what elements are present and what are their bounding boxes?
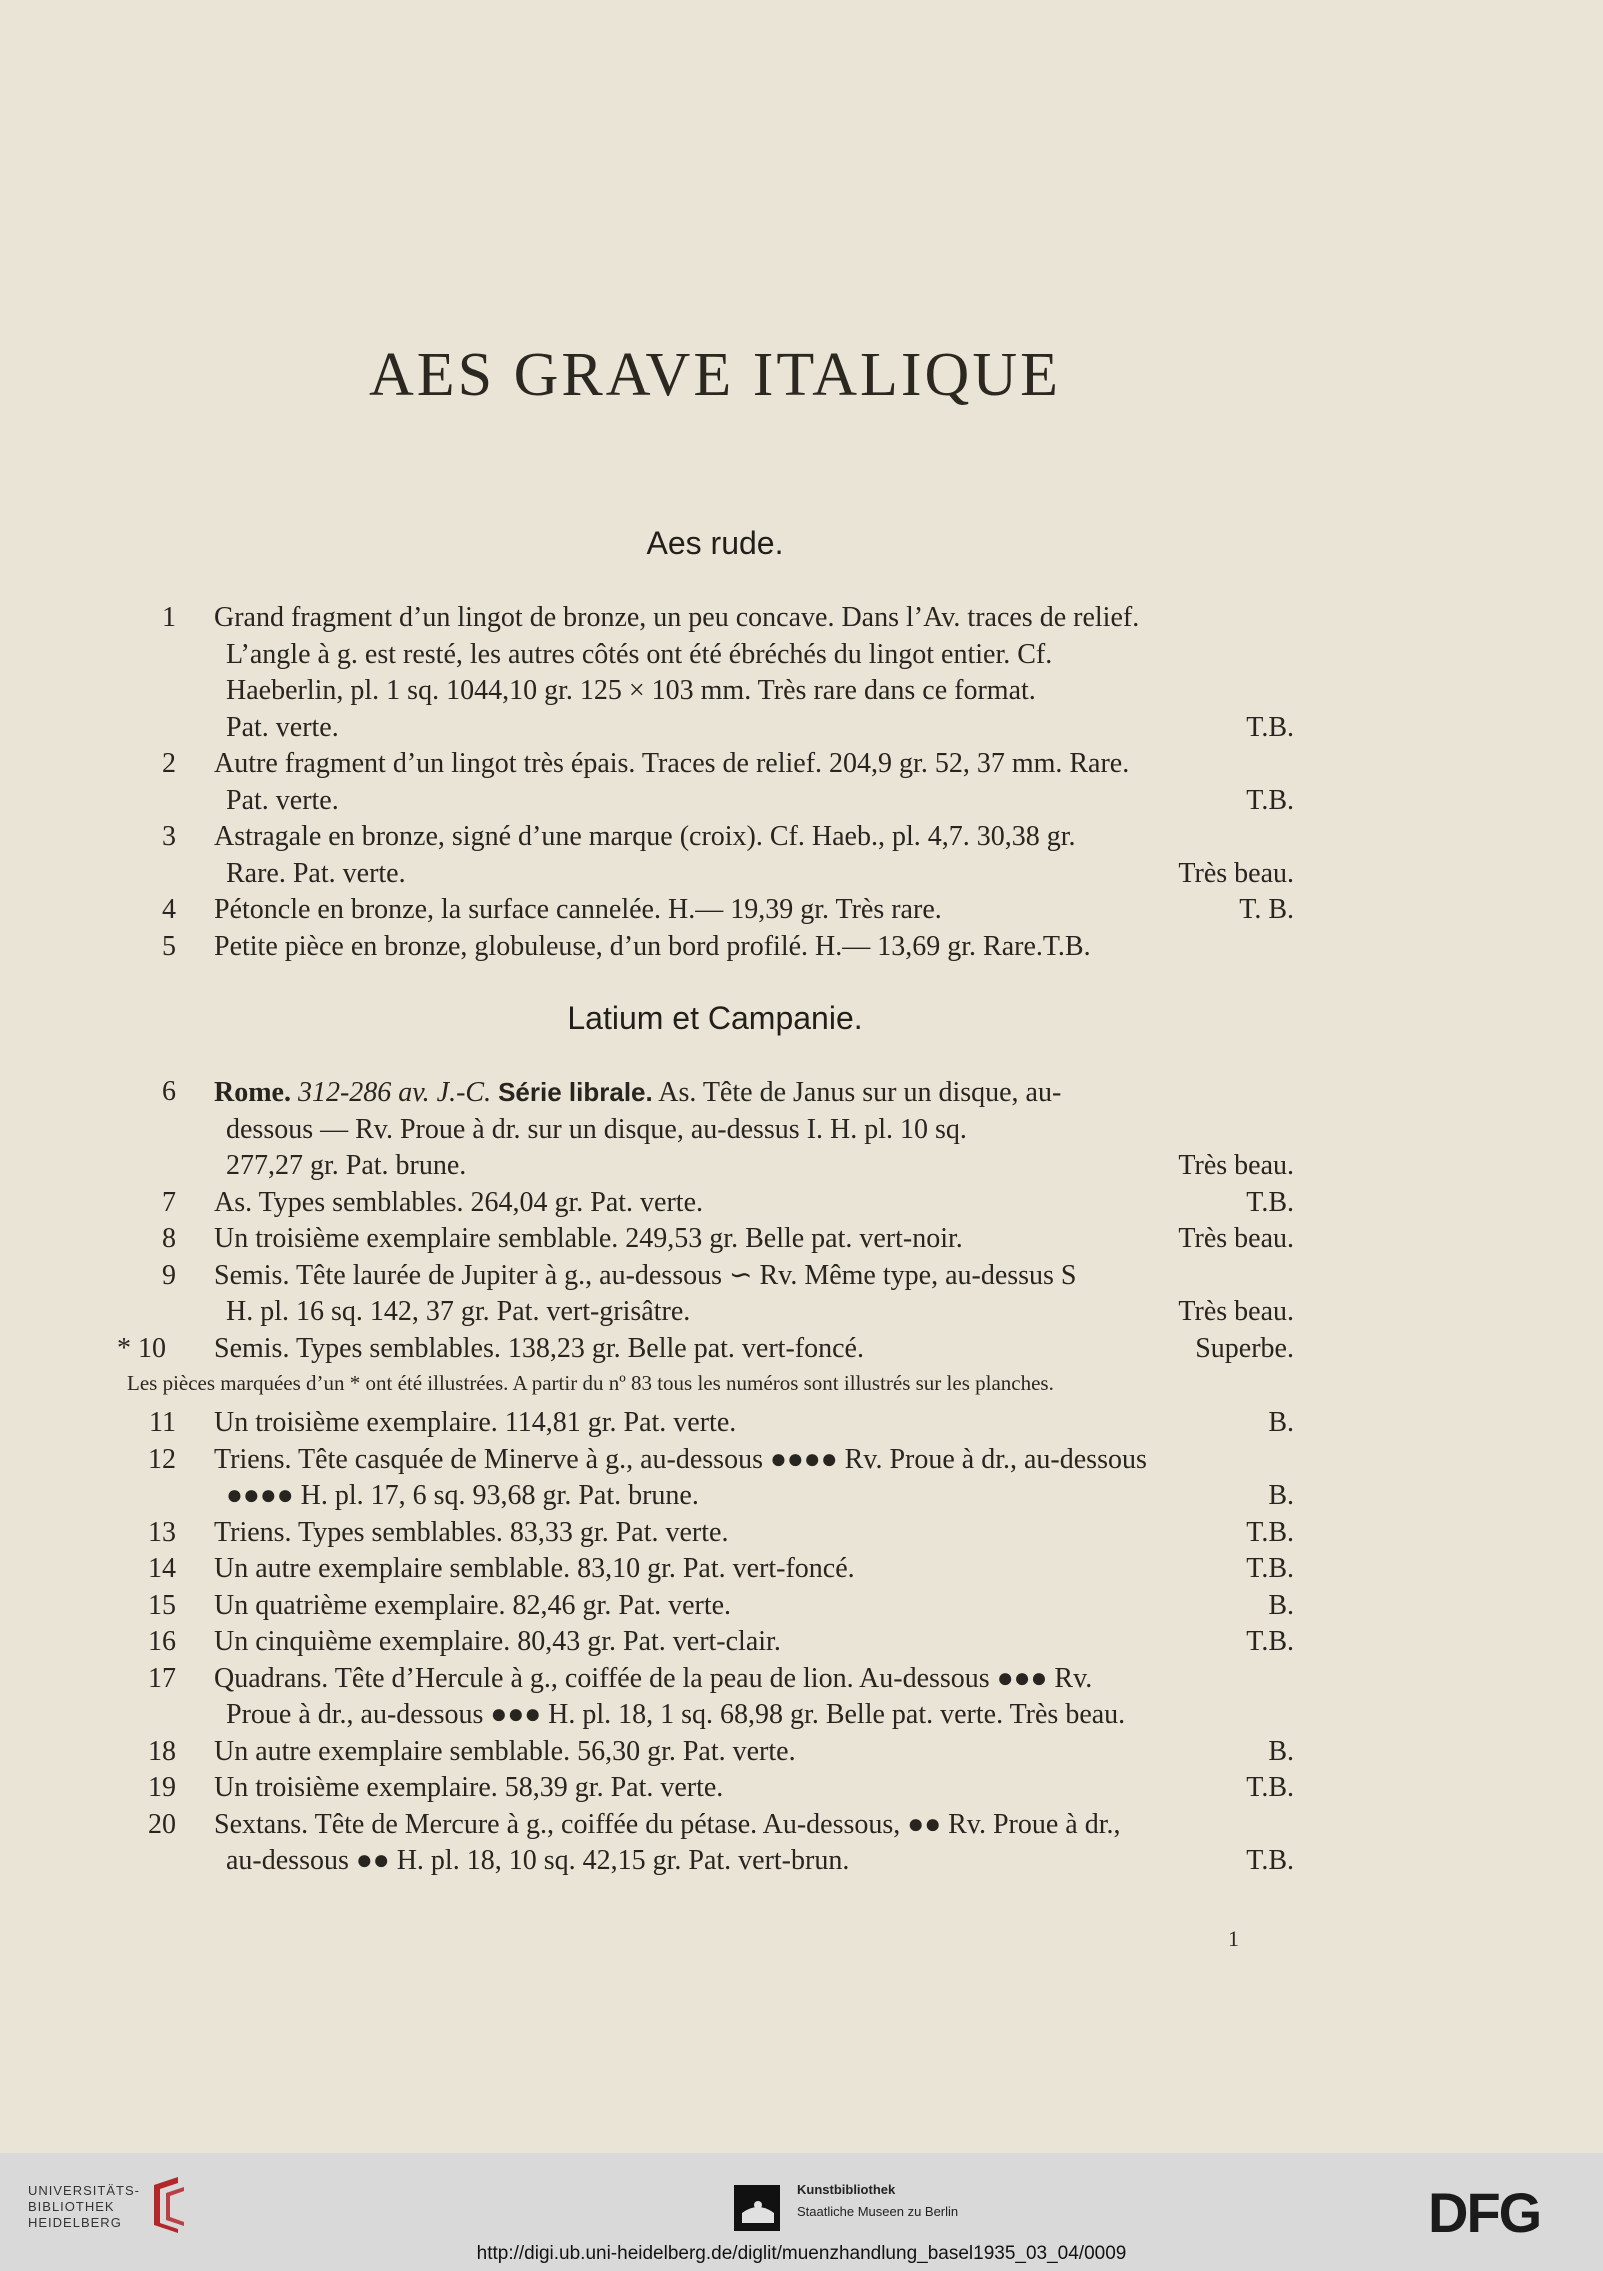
- ub-label-line: HEIDELBERG: [28, 2215, 122, 2230]
- entry-number: 17: [148, 1662, 176, 1694]
- catalog-entry-13: [122, 1515, 1294, 1552]
- catalog-entry-20: [122, 1807, 1294, 1880]
- entry-number: 8: [162, 1223, 176, 1254]
- entry-grade: Superbe.: [1195, 1332, 1294, 1364]
- entry-line: H. pl. 16 sq. 142, 37 gr. Pat. vert-grisâtre.: [226, 1296, 691, 1327]
- entry-number: 7: [162, 1186, 176, 1218]
- entry-line: Un troisième exemplaire semblable. 249,53 gr. Belle pat. vert-noir.: [214, 1223, 963, 1254]
- catalog-entry-10: [117, 1331, 1294, 1368]
- entry-date: 312-286 av. J.-C.: [297, 1077, 492, 1108]
- entry-line: Pat. verte.: [226, 784, 339, 816]
- entry-grade: Très beau.: [1178, 1150, 1294, 1181]
- catalog-entry-12: [122, 1442, 1294, 1515]
- entry-number: 18: [148, 1735, 176, 1767]
- entry-line: Sextans. Tête de Mercure à g., coiffée du pétase. Au-dessous, ●● Rv. Proue à dr.,: [214, 1808, 1121, 1840]
- entry-number: 13: [148, 1516, 176, 1548]
- entry-grade: B.: [1268, 1735, 1294, 1767]
- permalink-url[interactable]: http://digi.ub.uni-heidelberg.de/diglit/muenzhandlung_basel1935_03_04/0009: [476, 2243, 1127, 2264]
- entry-line: Grand fragment d’un lingot de bronze, un peu concave. Dans l’Av. traces de relief.: [214, 602, 1140, 633]
- entry-line: Triens. Tête casquée de Minerve à g., au-dessous ●●●● Rv. Proue à dr., au-dessous: [214, 1443, 1147, 1475]
- entry-line: Astragale en bronze, signé d’une marque (croix). Cf. Haeb., pl. 4,7. 30,38 gr.: [214, 821, 1076, 852]
- entry-line: Autre fragment d’un lingot très épais. Traces de relief. 204,9 gr. 52, 37 mm. Rare.: [214, 748, 1130, 779]
- entry-number: 19: [148, 1772, 176, 1803]
- catalog-entry-19: [122, 1770, 1294, 1807]
- catalog-entry-9: [122, 1258, 1294, 1331]
- entry-number: 1: [162, 602, 176, 633]
- entry-number: 4: [162, 894, 176, 925]
- catalog-entry-5: [122, 929, 1294, 966]
- entry-number: 5: [162, 930, 176, 962]
- entry-line: 277,27 gr. Pat. brune.: [226, 1150, 467, 1181]
- catalog-entry-7: [122, 1185, 1294, 1222]
- entry-number: 3: [162, 821, 176, 852]
- entry-number: 6: [162, 1076, 176, 1107]
- catalog-entry-3: [122, 819, 1294, 892]
- catalog-entry-17: [122, 1661, 1294, 1734]
- entry-line: Triens. Types semblables. 83,33 gr. Pat. verte.: [214, 1516, 729, 1548]
- entry-line: Semis. Tête laurée de Jupiter à g., au-dessous ∽ Rv. Même type, au-dessus S: [214, 1259, 1077, 1291]
- dfg-logo[interactable]: DFG: [1428, 2181, 1541, 2244]
- entry-grade: T.B.: [1246, 1553, 1294, 1584]
- illustration-note: Les pièces marquées d’un * ont été illustrées. A partir du nº 83 tous les numéros sont illustrés sur les planches.: [127, 1371, 1054, 1395]
- entry-number: 15: [148, 1589, 176, 1621]
- entry-number: 2: [162, 748, 176, 779]
- entry-number: 14: [148, 1553, 176, 1584]
- catalog-entry-4: [122, 892, 1294, 929]
- entry-line: As. Tête de Janus sur un disque, au-: [658, 1077, 1062, 1108]
- entry-number: * 10: [117, 1332, 166, 1364]
- catalog-entry-15: [122, 1588, 1294, 1625]
- catalog-entry-18: [122, 1734, 1294, 1771]
- kunstbibliothek-label: [797, 2179, 958, 2223]
- entry-grade: T.B.: [1246, 1772, 1294, 1803]
- entry-line: Un troisième exemplaire. 58,39 gr. Pat. verte.: [214, 1772, 724, 1803]
- section-heading-latium: Latium et Campanie.: [567, 1000, 863, 1036]
- entry-line: Pat. verte.: [226, 711, 339, 743]
- entry-grade: T.B.: [1246, 711, 1294, 743]
- entry-series: Série librale.: [498, 1077, 653, 1107]
- entry-grade: T.B.: [1246, 1516, 1294, 1548]
- entry-line: Semis. Types semblables. 138,23 gr. Belle pat. vert-foncé.: [214, 1332, 864, 1364]
- section-heading-aes-rude: Aes rude.: [646, 525, 784, 561]
- entry-line: Un quatrième exemplaire. 82,46 gr. Pat. verte.: [214, 1589, 732, 1621]
- catalog-entry-2: [122, 746, 1294, 819]
- entry-line: Haeberlin, pl. 1 sq. 1044,10 gr. 125 × 103 mm. Très rare dans ce format.: [226, 675, 1036, 706]
- entry-line: Un autre exemplaire semblable. 56,30 gr. Pat. verte.: [214, 1735, 796, 1767]
- catalog-entry-16: [122, 1624, 1294, 1661]
- entry-grade: T. B.: [1239, 894, 1294, 925]
- catalog-entry-8: [122, 1221, 1294, 1258]
- kunstbibliothek-name: Kunstbibliothek: [797, 2182, 896, 2197]
- entry-grade: Très beau.: [1178, 1223, 1294, 1254]
- entry-line: dessous — Rv. Proue à dr. sur un disque, au-dessus I. H. pl. 10 sq.: [226, 1113, 967, 1145]
- entry-number: 11: [149, 1407, 176, 1438]
- entry-number: 12: [148, 1443, 176, 1475]
- entry-number: 20: [148, 1808, 176, 1840]
- entry-line: Proue à dr., au-dessous ●●● H. pl. 18, 1 sq. 68,98 gr. Belle pat. verte. Très beau.: [226, 1699, 1126, 1730]
- entry-number: 16: [148, 1626, 176, 1657]
- entry-line: Un autre exemplaire semblable. 83,10 gr. Pat. vert-foncé.: [214, 1553, 855, 1584]
- entry-grade: T.B.: [1246, 784, 1294, 816]
- catalog-entry-14: [122, 1551, 1294, 1588]
- entries-latium: [117, 1074, 1294, 1880]
- entry-line: Pétoncle en bronze, la surface cannelée. H.— 19,39 gr. Très rare.: [214, 894, 942, 925]
- catalog-entry-11: [122, 1405, 1294, 1442]
- ub-heidelberg-logo-icon[interactable]: [148, 2175, 190, 2235]
- ub-label-line: BIBLIOTHEK: [28, 2199, 115, 2214]
- catalog-entry-6: [122, 1074, 1294, 1185]
- entry-line: Rare. Pat. verte.: [226, 857, 406, 889]
- entry-grade: Très beau.: [1178, 857, 1294, 889]
- entry-line: Un cinquième exemplaire. 80,43 gr. Pat. vert-clair.: [214, 1626, 781, 1657]
- entry-city: Rome.: [214, 1077, 291, 1108]
- entry-grade: T.B.: [1246, 1626, 1294, 1657]
- entry-line: L’angle à g. est resté, les autres côtés ont été ébréchés du lingot entier. Cf.: [226, 638, 1053, 670]
- entry-line: As. Types semblables. 264,04 gr. Pat. verte.: [214, 1186, 704, 1218]
- entry-grade: T.B.: [1246, 1845, 1294, 1876]
- viewer-footer: [0, 2153, 1603, 2271]
- entry-line: ●●●● H. pl. 17, 6 sq. 93,68 gr. Pat. brune.: [226, 1480, 699, 1511]
- museen-name: Staatliche Museen zu Berlin: [797, 2204, 959, 2219]
- entry-line: Petite pièce en bronze, globuleuse, d’un bord profilé. H.— 13,69 gr. Rare.T.B.: [214, 930, 1091, 962]
- ub-label-line: UNIVERSITÄTS-: [28, 2183, 140, 2198]
- page-number: 1: [1228, 1926, 1239, 1951]
- entry-number: 9: [162, 1259, 176, 1291]
- catalog-entry-1: [122, 600, 1294, 746]
- entry-grade: B.: [1268, 1407, 1294, 1438]
- entries-aes-rude: [122, 600, 1294, 965]
- entry-line: Un troisième exemplaire. 114,81 gr. Pat. verte.: [214, 1407, 737, 1438]
- entry-grade: Très beau.: [1178, 1296, 1294, 1327]
- entry-grade: B.: [1268, 1480, 1294, 1511]
- entry-grade: B.: [1268, 1589, 1294, 1621]
- kunstbibliothek-logo-icon[interactable]: [732, 2183, 784, 2235]
- entry-line: Quadrans. Tête d’Hercule à g., coiffée de la peau de lion. Au-dessous ●●● Rv.: [214, 1662, 1093, 1694]
- page-title: AES GRAVE ITALIQUE: [369, 341, 1061, 409]
- ub-heidelberg-label: [28, 2183, 140, 2231]
- entry-grade: T.B.: [1246, 1186, 1294, 1218]
- entry-line: au-dessous ●● H. pl. 18, 10 sq. 42,15 gr. Pat. vert-brun.: [226, 1845, 850, 1876]
